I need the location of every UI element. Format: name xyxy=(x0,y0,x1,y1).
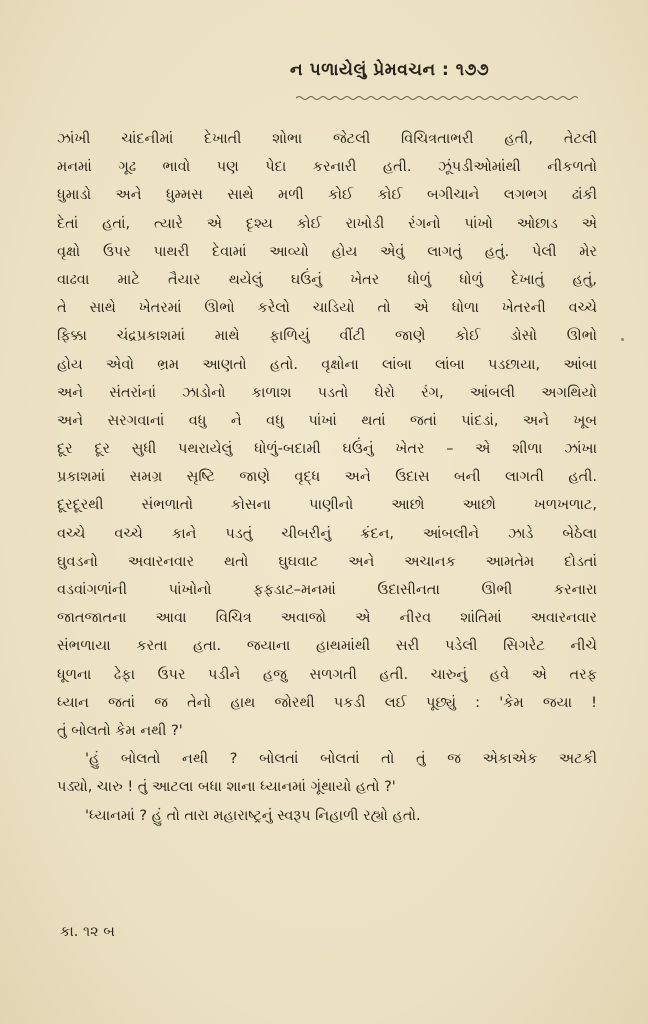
text-line: હોય એવો ભ્રમ આણતો હતો. વૃક્ષોના લાંબા લાંબા પડછાયા, આંબા xyxy=(57,356,597,373)
text-line: ફિક્કા ચંદ્રપ્રકાશમાં માથે ફાળિયું વીંટી જાણે કોઈ ડોસો ઊભો xyxy=(57,328,597,345)
text-line: અને સંતરાંનાં ઝાડોનો કાળાશ પડતો ઘેરો રંગ, આંબલી અગથિયો xyxy=(57,384,597,401)
body-text xyxy=(57,125,597,830)
text-line: તે સાથે ખેતરમાં ઊભો કરેલો ચાડિયો તો એ ધોળા ખેતરની વચ્ચે xyxy=(57,300,597,317)
paper-speck xyxy=(621,338,624,341)
text-line: ધુમાડો અને ધુમ્મસ સાથે મળી કોઈ કોઈ બગીચાને લગભગ ઢાંકી xyxy=(57,187,597,204)
signature-mark: કા. ૧૨ બ xyxy=(60,924,115,940)
text-line: 'હું બોલતો નથી ? બોલતાં બોલતાં તો તું જ એકાએક અટકી xyxy=(85,751,597,768)
text-line: પડ્યો, ચારુ ! તું આટલા બધા શાના ધ્યાનમાં ગૂંથાયો હતો ?' xyxy=(57,779,396,796)
text-line: જાતજાતના આવા વિચિત્ર અવાજો એ નીરવ શાંતિમાં અવારનવાર xyxy=(57,610,597,627)
text-line: દૂરદૂરથી સંભળાતો કોસના પાણીનો આછો આછો ખળખળાટ, xyxy=(57,497,597,514)
header-wavy-rule xyxy=(296,95,578,101)
text-line: સંભળાયા કરતા હતા. જયાના હાથમાંથી સરી પડેલી સિગરેટ નીચે xyxy=(57,638,597,655)
text-line: તું બોલતો કેમ નથી ?' xyxy=(57,722,183,739)
text-line: ઝાંખી ચાંદનીમાં દેખાતી શોભા જેટલી વિચિત્રતાભરી હતી, તેટલી xyxy=(57,131,597,147)
text-line: વચ્ચે વચ્ચે કાને પડતું ચીબરીનું ક્રંદન, આંબલીને ઝાડે બેઠેલા xyxy=(57,525,597,542)
text-line: વડવાંગળાંની પાંખોનો ફફડાટ–મનમાં ઉદાસીનતા ઊભી કરનારા xyxy=(57,582,597,598)
text-line: દૂર દૂર સુધી પથરાયેલું ધોળું-બદામી ઘઉંનું ખેતર – એ શીળા ઝાંખા xyxy=(57,441,597,458)
running-header: ન પળાયેલું પ્રેમવચન : ૧૭૭ xyxy=(290,60,490,80)
text-line: વાઢવા માટે તૈયાર થયેલું ઘઉંનું ખેતર ધોળું ધોળું દેખાતું હતું, xyxy=(57,271,597,288)
text-line: મનમાં ગૂઢ ભાવો પણ પેદા કરનારી હતી. ઝૂંપડીઓમાંથી નીકળતો xyxy=(57,159,597,176)
text-line: 'ધ્યાનમાં ? હું તો તારા મહારાષ્ટ્રનું સ્વરૂપ નિહાળી રહ્યો હતો. xyxy=(85,807,421,824)
text-line: ઘુવડનો અવારનવાર થતો ઘુઘવાટ અને અચાનક આમતેમ દોડતાં xyxy=(57,553,597,570)
text-line: અને સરગવાનાં વધુ ને વધુ પાંખાં થતાં જતાં પાંદડાં, અને ખૂબ xyxy=(57,412,597,429)
text-line: દેતાં હતાં, ત્યારે એ દૃશ્ય કોઈ રાખોડી રંગનો પાંખો ઓછાડ એ xyxy=(57,215,597,232)
text-line: વૃક્ષો ઉપર પાથરી દેવામાં આવ્યો હોય એવું લાગતું હતું. પેલી મેર xyxy=(57,243,597,260)
text-line: ધૂળના ઢેફા ઉપર પડીને હજુ સળગતી હતી. ચારુનું હવે એ તરફ xyxy=(57,666,597,683)
text-line: ધ્યાન જતાં જ તેનો હાથ જોરથી પકડી લઈ પૂછ્યું : 'કેમ જયા ! xyxy=(57,694,597,711)
text-line: પ્રકાશમાં સમગ્ર સૃષ્ટિ જાણે વૃદ્ધ અને ઉદાસ બની લાગતી હતી. xyxy=(57,469,597,486)
